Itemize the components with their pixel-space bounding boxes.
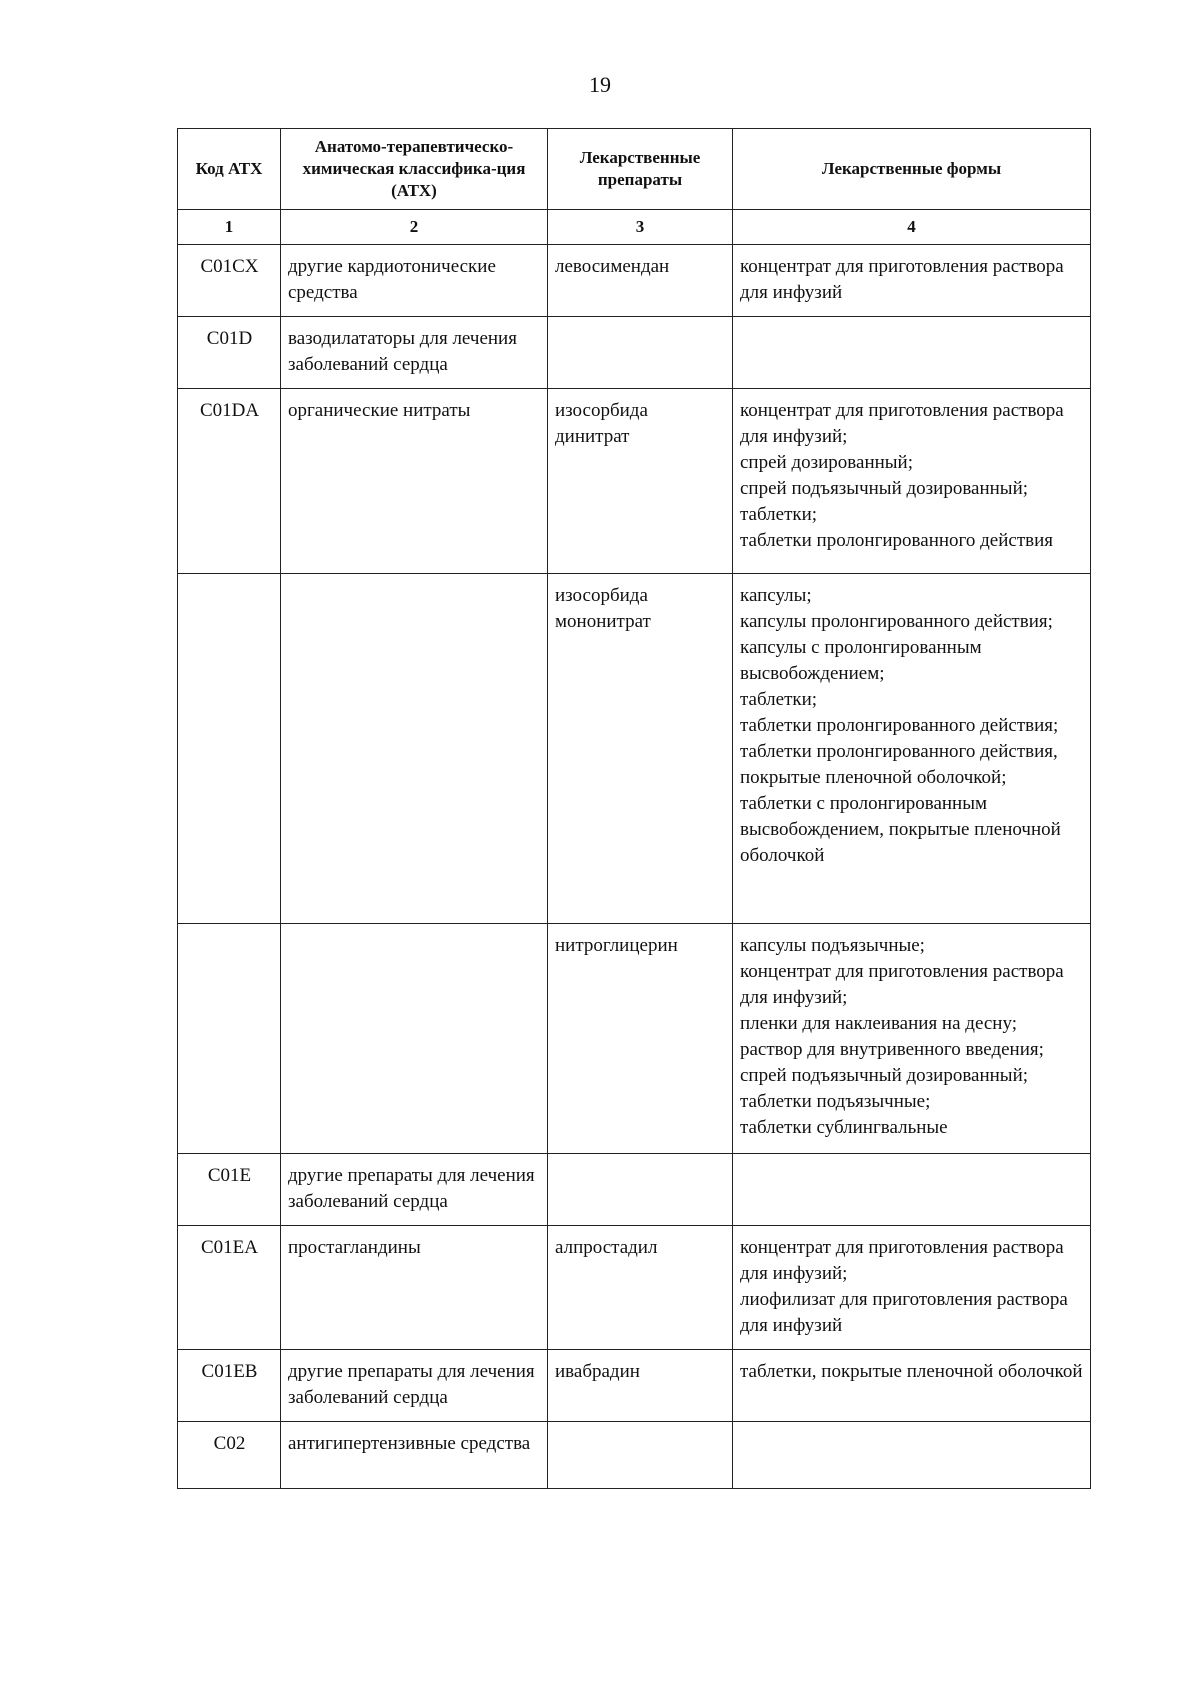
dosage-form-item: таблетки; <box>740 504 818 525</box>
table-row <box>178 1422 1091 1489</box>
column-number: 4 <box>733 210 1091 245</box>
atx-code-cell: C01DA <box>178 389 281 574</box>
atx-code-cell <box>178 574 281 924</box>
dosage-form-item: таблетки с пролонгированным высвобождением, покрытые пленочной оболочкой <box>740 793 1061 866</box>
dosage-forms-cell <box>733 1226 1091 1350</box>
classification-cell: другие препараты для лечения заболеваний сердца <box>281 1350 548 1422</box>
dosage-form-item: спрей подъязычный дозированный; <box>740 1065 1029 1086</box>
classification-cell: простагландины <box>281 1226 548 1350</box>
table-body <box>178 245 1091 1489</box>
drug-cell <box>548 1154 733 1226</box>
dosage-forms-cell <box>733 389 1091 574</box>
atx-code-cell: C01D <box>178 317 281 389</box>
dosage-form-item: капсулы с пролонгированным высвобождением; <box>740 637 982 684</box>
classification-cell: другие препараты для лечения заболеваний сердца <box>281 1154 548 1226</box>
dosage-form-item: спрей подъязычный дозированный; <box>740 478 1029 499</box>
atx-code-cell <box>178 924 281 1154</box>
table-row <box>178 1226 1091 1350</box>
dosage-forms-cell <box>733 1350 1091 1422</box>
table-row <box>178 1154 1091 1226</box>
dosage-form-item: таблетки подъязычные; <box>740 1091 931 1112</box>
drug-cell <box>548 1422 733 1489</box>
dosage-form-item: концентрат для приготовления раствора для инфузий <box>740 256 1064 303</box>
dosage-form-item: капсулы подъязычные; <box>740 935 925 956</box>
dosage-form-item: концентрат для приготовления раствора для инфузий; <box>740 1237 1064 1284</box>
dosage-forms-cell <box>733 574 1091 924</box>
dosage-form-item: раствор для внутривенного введения; <box>740 1039 1044 1060</box>
dosage-forms-cell <box>733 245 1091 317</box>
dosage-form-item: таблетки пролонгированного действия, покрытые пленочной оболочкой; <box>740 741 1058 788</box>
drug-cell: алпростадил <box>548 1226 733 1350</box>
column-number: 1 <box>178 210 281 245</box>
dosage-forms-cell <box>733 1422 1091 1489</box>
dosage-form-item: капсулы пролонгированного действия; <box>740 611 1053 632</box>
dosage-form-item: таблетки сублингвальные <box>740 1117 948 1138</box>
drug-cell <box>548 317 733 389</box>
classification-cell: вазодилататоры для лечения заболеваний сердца <box>281 317 548 389</box>
dosage-form-item: таблетки, покрытые пленочной оболочкой <box>740 1361 1083 1382</box>
dosage-form-item: концентрат для приготовления раствора для инфузий; <box>740 400 1064 447</box>
dosage-forms-cell <box>733 924 1091 1154</box>
column-number: 2 <box>281 210 548 245</box>
dosage-form-item: пленки для наклеивания на десну; <box>740 1013 1017 1034</box>
drug-cell: левосимендан <box>548 245 733 317</box>
drug-cell: изосорбида мононитрат <box>548 574 733 924</box>
classification-cell: органические нитраты <box>281 389 548 574</box>
dosage-form-item: спрей дозированный; <box>740 452 913 473</box>
atx-code-cell: C01EA <box>178 1226 281 1350</box>
dosage-form-item: капсулы; <box>740 585 812 606</box>
header-atx-classification: Анатомо-терапевтическо-химическая классифика-ция (АТХ) <box>281 129 548 210</box>
classification-cell <box>281 574 548 924</box>
atx-code-cell: C01E <box>178 1154 281 1226</box>
table-header-row <box>178 129 1091 210</box>
atx-code-cell: C01CX <box>178 245 281 317</box>
dosage-form-item: лиофилизат для приготовления раствора для инфузий <box>740 1289 1068 1336</box>
column-number: 3 <box>548 210 733 245</box>
drug-cell: изосорбида динитрат <box>548 389 733 574</box>
drug-cell: нитроглицерин <box>548 924 733 1154</box>
atx-table <box>177 128 1091 1489</box>
table-row <box>178 389 1091 574</box>
dosage-form-item: таблетки пролонгированного действия <box>740 530 1053 551</box>
table-row <box>178 924 1091 1154</box>
classification-cell: антигипертензивные средства <box>281 1422 548 1489</box>
header-dosage-forms: Лекарственные формы <box>733 129 1091 210</box>
table-row <box>178 1350 1091 1422</box>
dosage-form-item: концентрат для приготовления раствора для инфузий; <box>740 961 1064 1008</box>
table-row <box>178 245 1091 317</box>
table-row <box>178 574 1091 924</box>
dosage-forms-cell <box>733 317 1091 389</box>
drug-cell: ивабрадин <box>548 1350 733 1422</box>
atx-code-cell: C02 <box>178 1422 281 1489</box>
column-number-row <box>178 210 1091 245</box>
page-number: 19 <box>589 72 611 97</box>
dosage-form-item: таблетки; <box>740 689 818 710</box>
dosage-forms-cell <box>733 1154 1091 1226</box>
classification-cell: другие кардиотонические средства <box>281 245 548 317</box>
atx-code-cell: C01EB <box>178 1350 281 1422</box>
dosage-form-item: таблетки пролонгированного действия; <box>740 715 1059 736</box>
header-drugs: Лекарственные препараты <box>548 129 733 210</box>
table-row <box>178 317 1091 389</box>
header-atx-code: Код АТХ <box>178 129 281 210</box>
classification-cell <box>281 924 548 1154</box>
